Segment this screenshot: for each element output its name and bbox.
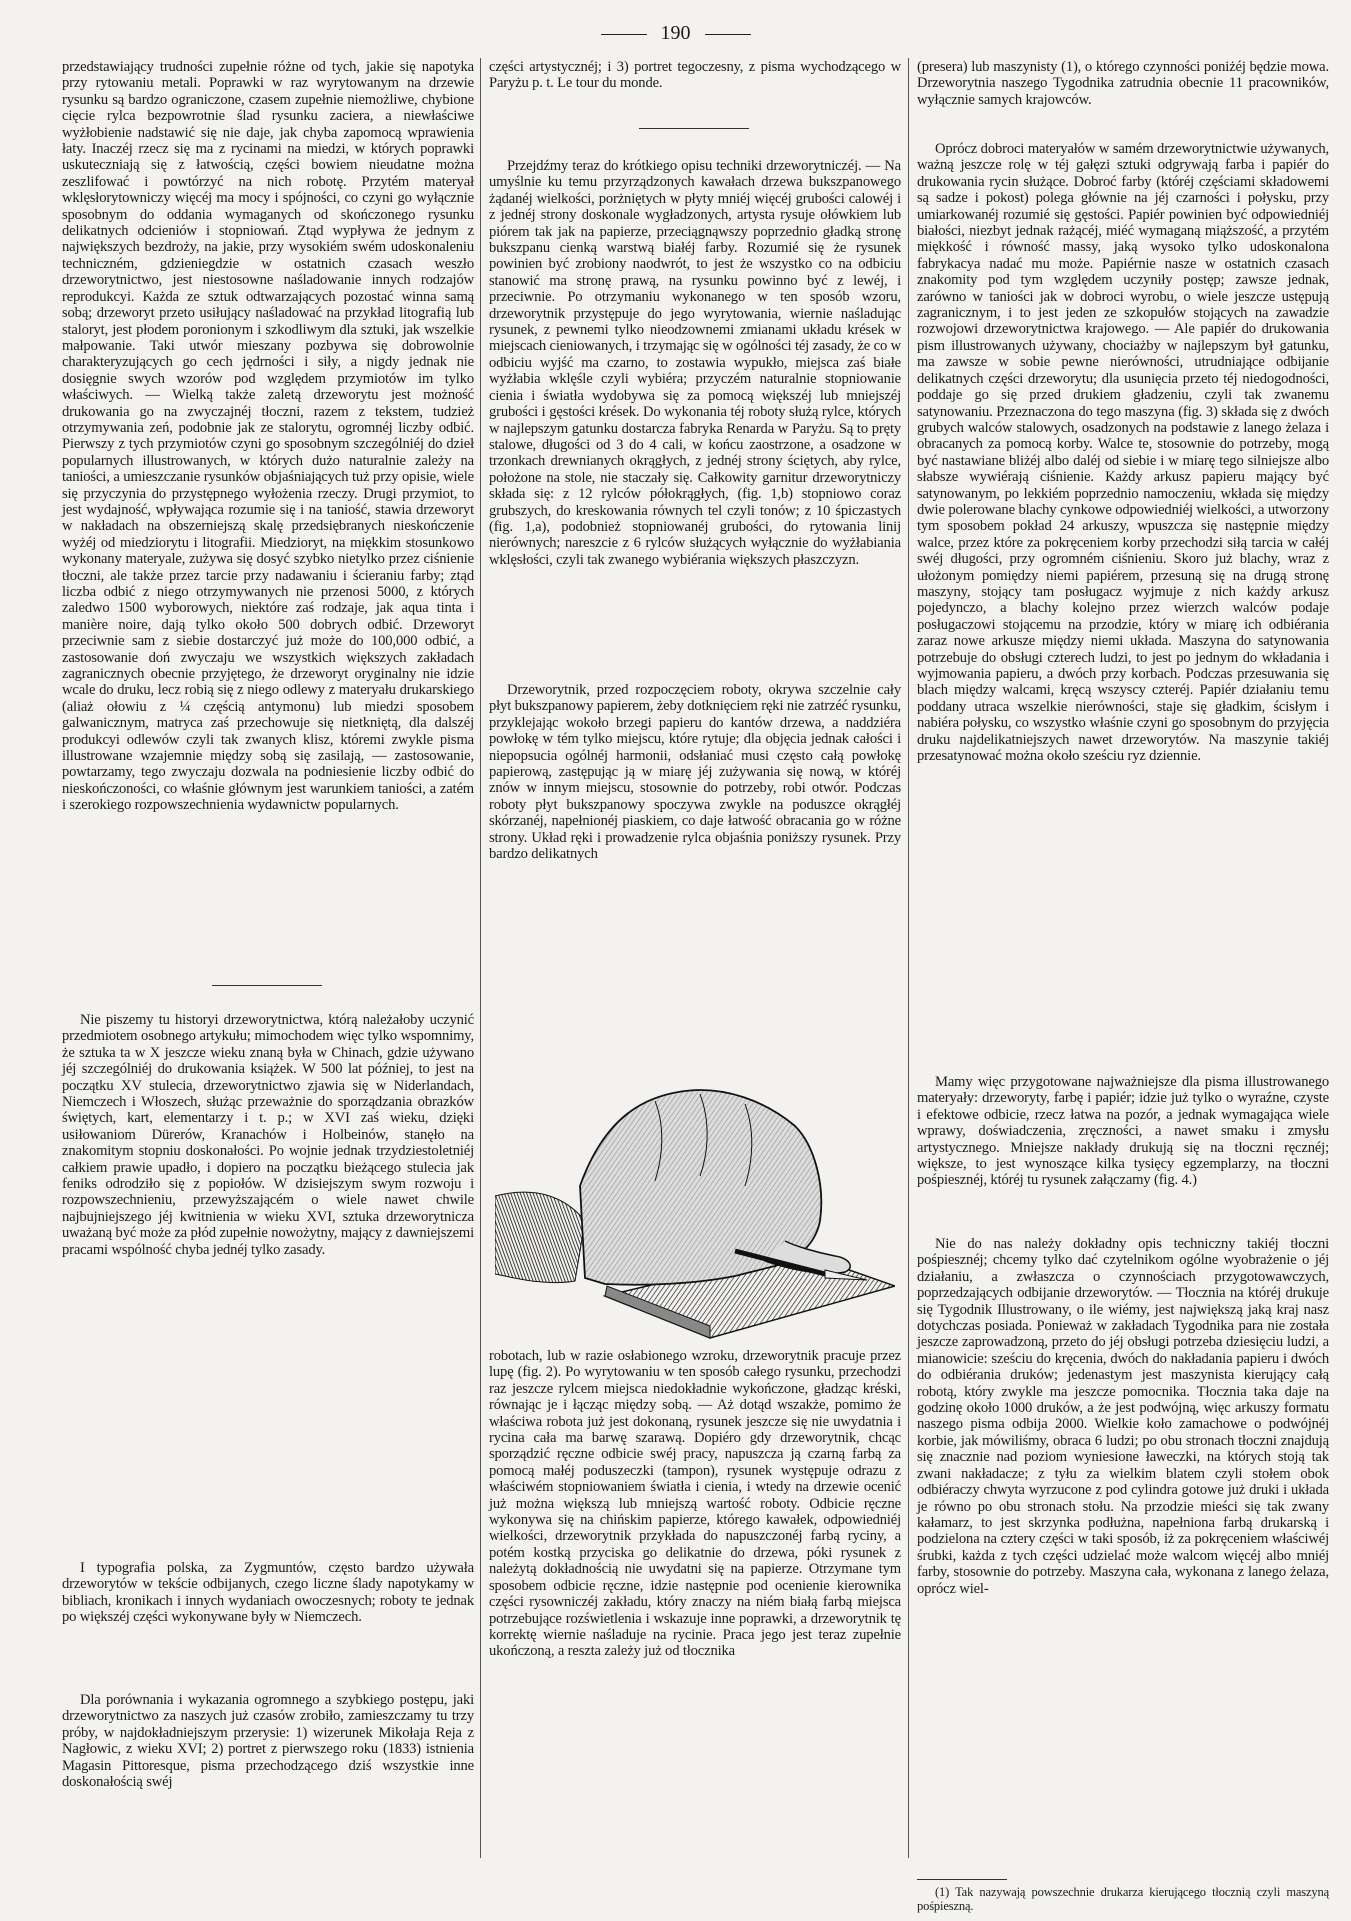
article-paragraph: robotach, lub w razie osłabionego wzroku, drzeworytnik pracuje przez lupę (fig. 2). Po wyrytowaniu w ten sposób całego rysunku, przechodzi raz jeszcze rylcem miejsca niedokładnie wykończone, gładząc kréski, równając je i łącząc między sobą. — Aż dotąd wszakże, pomimo że właściwa robota już jest dokonaną, rysunek jeszcze się nie uwydatnia i rycina cała ma barwę szarawą. Dopiéro gdy drzeworytnik, chcąc sporządzić ręczne odbicie swéj pracy, napuszcza ją czarną farbą za pomocą małéj poduszeczki (tampon), rysunek występuje odrazu z właściwém stopniowaniem światła i cienia, i wtedy na drzewie ocenić już można większą lub mniejszą wartość roboty. Odbicie ręczne wykonywa się na chińskim papierze, którego kawałek, odpowiedniéj wielkości, drzeworytnik przykłada do napuszczonéj farbą ryciny, a potém kostką przyciska go delikatnie do drzewa, póki rysunek z należytą dokładnością nie uwydatni się na papierze. Otrzymane tym sposobem odbicie ręczne, idzie następnie pod ocenienie kierownika części rysowniczéj zakładu, który znaczy na niém białą farbą miejsca potrzebujące rozświetlenia i wskazuje inne poprawki, a drzeworytnik tę korrektę wiernie naśladuje na rycinie. Praca jego jest teraz zupełnie ukończoną, a reszta zależy już od tłocznika bbox=[489, 1348, 901, 1660]
column-divider bbox=[908, 58, 909, 1858]
section-divider bbox=[212, 985, 322, 986]
footnote: (1) Tak nazywają powszechnie drukarza kierującego tłocznią czyli maszyną pośpieszną. bbox=[917, 1885, 1329, 1913]
article-paragraph: (presera) lub maszynisty (1), o którego czynności poniżéj będzie mowa. Drzeworytnia naszego Tygodnika zatrudnia obecnie 11 pracowników, wyłącznie samych krajowców. bbox=[917, 59, 1329, 108]
article-paragraph: Mamy więc przygotowane najważniejsze dla pisma illustrowanego materyały: drzeworyty, farbę i papiér; idzie już tylko o wyraźne, czyste i efektowe odbicie, rzecz łatwa na pozór, a jednak wymagająca wiele wprawy, doświadczenia, zręczności, a nawet smaku i zmysłu artystycznego. Mniejsze nakłady drukują się na tłoczni ręcznéj; większe, to jest wynoszące kilka tysięcy egzemplarzy, na tłoczni pośpiesznéj, któréj tu rysunek załączamy (fig. 4.) bbox=[917, 1074, 1329, 1189]
article-paragraph: przedstawiający trudności zupełnie różne od tych, jakie się napotyka przy rytowaniu metali. Poprawki w raz wyrytowanym na drzewie rysunku są bardzo ograniczone, czasem zupełnie niemożliwe, chybione cięcie rylca bezpowrotnie ślad rysunku zaciera, a niewłaściwe wyżłobienie nadstawić się nie daje, jak chyba zapomocą wprawienia łaty. Inaczéj rzecz się ma z rycinami na miedzi, w których poprawki uskuteczniają się z łatwością, części bowiem nieudatne można zeszlifować i powtórzyć na nich robotę. Przytém materyał wklęsłorytowniczy więcéj ma mocy i spójności, co czyni go wyłącznie sposobnym do oddania wymaganych od skończonego rysunku delikatnych odcieniów i stopniowań. Ztąd wypływa że jednym z największych bezdroży, na jakie, przy wysokiém swém udoskonaleniu techniczném, gdzieniegdzie w ostatnich czasach weszło drzeworytnictwo, jest niestosowne naśladowanie innych rodzajów reprodukcyi. Każda ze sztuk odtwarzających pozostać winna samą sobą; drzeworyt przeto usiłujący naśladować na przykład litografią lub staloryt, jest płodem poronionym i szkodliwym dla sztuki, jak wszelkie małpowanie. Taki utwór mieszany pozbywa się dobrowolnie charakteryzujących go cech jędrności i siły, a nigdy jednak nie dosięgnie swych wzorów pod względem przymiotów im tylko właściwych. — Wielką także zaletą drzeworytu jest możność drukowania go na zwyczajnéj tłoczni, razem z tekstem, tudzież otrzymywania zeń, podobnie jak ze stalorytu, ogromnéj liczby odbić. Pierwszy z tych przymiotów czyni go sposobnym szczególniéj do dzieł popularnych illustrowanych, w których dużo naturalnie zależy na taniości, a umieszczanie rysunków objaśniających tuż przy opisie, wiele się przyczynia do przystępnego wyłożenia rzeczy. Drugi przymiot, to jest wydajność, wpływająca rozumie się i na taniość, stawia drzeworyt w nakładach na obszerniejszą skalę przedsiębranych nieskończenie wyżéj od miedziorytu i litografii. Miedzioryt, na miękkim stosunkowo wykonany materyale, zużywa się dosyć szybko nietylko przez ciśnienie tłoczni, ale także przez tarcie przy nadawaniu i ścieraniu farby; ztąd liczba odbić z niego otrzymywanych nie przenosi 5000, z których zaledwo 1500 wyborowych, niektóre zaś rodzaje, jak aqua tinta i manière noire, dają tylko około 500 dobrych odbić. Drzeworyt przeciwnie sam z siebie dostarczyć już może do 100,000 odbić, a zastosowanie doń zwyczaju we wszystkich większych zakładach zagranicznych obecnie przyjętego, że drzeworyt oryginalny nie idzie wcale do druku, lecz robią się z niego odlewy z materyału drukarskiego (aliaż ołowiu z ¼ częścią antymonu) lub miedzi sposobem galwanicznym, matryca zaś przechowuje się nietkniętą, dla dalszéj produkcyi odlewów czyli tak zwanych klisz, któremi zwykle pisma illustrowane wzajemnie między sobą się zasilają, — zastosowanie, powtarzamy, tego zwyczaju dozwala na podniesienie liczby odbić do nieskończoności, co właśnie głównym jest warunkiem taniości, a zatém i szerokiego rozpowszechnienia wydawnictw popularnych. bbox=[62, 59, 474, 814]
page-number: 190 bbox=[660, 22, 691, 44]
article-paragraph: Przejdźmy teraz do krótkiego opisu techniki drzeworytniczéj. — Na umyślnie ku temu przyrządzonych kawałach drzewa bukszpanowego żądanéj wielkości, porżniętych w płyty mniéj więcéj grubości calowéj i z jednéj strony doskonale wygładzonych, artysta rysuje ołówkiem lub piórem tak jak na papierze, przeciągnąwszy poprzednio gładką stronę bukszpanu cienką warstwą białéj farby. Rozumié się że rysunek powinien być zrobiony naodwrót, to jest że wszystko co na odbiciu stanowić ma stronę prawą, na rysunku powinno być z lewéj, i przeciwnie. Po otrzymaniu wykonanego w ten sposób wzoru, drzeworytnik przystępuje do jego wyrytowania, wiernie naśladując rysunek, z pewnemi tylko nieodzownemi zmianami układu krések w miejscach cieniowanych, i trzymając się w ogólności téj zasady, że co w odbiciu wyjść ma czarno, to zostawia wypukło, miejsca zaś białe wyżłabia wklęśle czyli wybiéra; przyczém naturalnie stopniowanie cienia i światła wydobywa się za pomocą większéj lub mniejszéj grubości i gęstości krések. Do wykonania téj roboty służą rylce, których w najlepszym gatunku dostarcza fabryka Renarda w Paryżu. Są to pręty stalowe, długości od 3 do 4 cali, w końcu zaostrzone, a osadzone w trzonkach drewnianych okrągłych, z jednéj strony ściętych, aby rylce, położone na stole, nie staczały się. Całkowity garnitur drzeworytniczy składa się: z 12 rylców półokrągłych, (fig. 1,b) stopniowo coraz grubszych, do kreskowania równych tel czyli tonów; z 10 śpiczastych (fig. 1,a), podobnież stopniowanéj grubości, do rytowania linij nierównych; nareszcie z 6 rylców służących wyłącznie do wyżłabiania wklęsłości, czyli tak zwanego wybiérania większych płaszczyzn. bbox=[489, 158, 901, 568]
article-paragraph: części artystycznéj; i 3) portret tegoczesny, z pisma wychodzącego w Paryżu p. t. Le tour du monde. bbox=[489, 59, 901, 92]
engraving-hand-holding-burin bbox=[495, 1046, 895, 1342]
article-paragraph: Dla porównania i wykazania ogromnego a szybkiego postępu, jaki drzeworytnictwo za naszych już czasów zrobiło, zamieszczamy tu trzy próby, w najdokładniejszym przerysie: 1) wizerunek Mikołaja Reja z Nagłowic, z wieku XVI; 2) portret z pierwszego roku (1833) istnienia Magasin Pittoresque, pisma przechodzącego dziś wszystkie inne doskonałością swéj bbox=[62, 1692, 474, 1791]
article-paragraph: Drzeworytnik, przed rozpoczęciem roboty, okrywa szczelnie cały płyt bukszpanowy papierem, żeby dotknięciem ręki nie zatrzéć rysunku, przyklejając wokoło brzegi papieru do kantów drzewa, a naddziéra powłokę w tém tylko miejscu, które rytuje; dla objęcia jednak całości i niepopsucia ogólnéj harmonii, odsłaniać musi często całą powłokę papierową, zastępując ją w miarę jéj zużywania się nową, w któréj znów w innym miejscu, stosownie do potrzeby, robi otwór. Podczas roboty płyt bukszpanowy spoczywa zwykle na poduszce okrągłéj skórzanéj, napełnionéj piaskiem, co daje łatwość obracania go w różne strony. Układ ręki i prowadzenie rylca objaśnia poniższy rysunek. Przy bardzo delikatnych bbox=[489, 682, 901, 863]
column-3 bbox=[917, 0, 1329, 1921]
article-paragraph: I typografia polska, za Zygmuntów, często bardzo używała drzeworytów w tekście odbijanych, czego liczne ślady napotykamy w bibliach, kronikach i innych wydaniach owoczesnych; roboty te jednak po większéj części wykonywane były w Niemczech. bbox=[62, 1560, 474, 1626]
column-divider bbox=[480, 58, 481, 1858]
section-divider bbox=[639, 128, 749, 129]
column-2 bbox=[489, 0, 901, 1921]
article-paragraph: Oprócz dobroci materyałów w samém drzeworytnictwie używanych, ważną jeszcze rolę w téj gałęzi sztuki odgrywają farba i papiér do drukowania rycin służące. Dobroć farby (któréj częściami składowemi są sadze i pokost) polega głównie na jéj czarności i połysku, przy umiarkowanéj rozumié się gęstości. Papiér powinien być odpowiedniéj białości, niezbyt jednak rażącéj, miéć wymaganą miąższość, a przytém miękkość i równość massy, jaką wysoko tylko udoskonalona fabrykacya nadać mu może. Papiérnie nasze w ostatnich czasach znakomity pod tym względem uczyniły postęp; zawsze jednak, zarówno w taniości jak w dobroci wyrobu, o wiele jeszcze ustępują zagranicznym, i to jest jeden ze szkopułów stojących na zawadzie rozwojowi drzeworytnictwa krajowego. — Ale papiér do drukowania pism illustrowanych używany, chociażby w najlepszym był gatunku, ma zawsze w sobie pewne nierówności, utrudniające odbijanie delikatnych części drzeworytu; dla usunięcia przeto téj niedogodności, poddaje go się przed drukiem gładzeniu, czyli tak zwanemu satynowaniu. Przeznaczona do tego maszyna (fig. 3) składa się z dwóch grubych walców stalowych, osadzonych na podstawie z lanego żelaza i obracanych za pomocą korby. Walce te, stosownie do potrzeby, mogą być nastawiane bliżéj albo daléj od siebie i w miarę tego silniejsze albo słabsze wywiérają ciśnienie. Każdy arkusz papieru mający być satynowanym, po lekkiém poprzednio namoczeniu, wkłada się między dwie polerowane blachy cynkowe odpowiedniéj wielkości, a utworzony tym sposobem pokład 24 arkuszy, wpuszcza się następnie między walce, przez które za pokręceniem korby przechodzi siłą tarcia w całéj swéj długości, przy ogromném ciśnieniu. Skoro już blachy, wraz z ułożonym pomiędzy niemi papiérem, przesuną się na drugą stronę maszyny, stojący tam posługacz wyjmuje z nich każdy arkusz pojedynczo, a blachy kolejno przez wierzch walców podaje posługaczowi stojącemu na przodzie, który w miarę ich odbiérania zaraz nowe arkusze między niemi układa. Maszyna do satynowania potrzebuje do obsługi czterech ludzi, to jest po jednym do wkładania i wyjmowania papieru, a dwóch przy korbach. Podczas przesuwania się blach między walcami, kręcą wszyscy czteréj. Papiér działaniu temu poddany utraca wszelkie nierówności, staje się gładkim, ścisłym i nabiéra połysku, co wszystko właśnie czyni go sposobnym do przyjęcia druku najdelikatniejszych nawet drzeworytów. Na maszynie takiéj przesatynować można około sześciu ryz dziennie. bbox=[917, 141, 1329, 765]
article-paragraph: Nie do nas należy dokładny opis techniczny takiéj tłoczni pośpiesznéj; chcemy tylko dać czytelnikom ogólne wyobrażenie o jéj działaniu, a zwłaszcza o czynnościach przygotowawczych, poprzedzających odbijanie drzeworytów. — Tłocznia na któréj drukuje się Tygodnik Illustrowany, o ile wiémy, jest największą jaką kraj nasz dotychczas posiada. Ponieważ w zakładach Tygodnika para nie została jeszcze zaprowadzoną, przeto do jéj obsługi potrzeba dziesięciu ludzi, a mianowicie: sześciu do kręcenia, dwóch do nakładania papieru i dwóch do odbiérania druków; jedenastym jest maszynista kierujący całą robotą, który zwykle ma jeszcze pomocnika. Tłocznia taka daje na godzinę około 1000 druków, a że jest podwójną, więc arkuszy formatu naszego pisma odbija 2000. Wielkie koło zamachowe o podwójnéj korbie, jak mówiliśmy, obraca 6 ludzi; po obu stronach tłoczni znajdują się znacznie nad poziom wyniesione ławeczki, na których stoją tak zwani nakładacze; z tyłu za wielkim blatem czyli stołem obok odbiéraczy chwyta wyrzucone z pod cylindra gotowe już druki i układa je równo po obu stronach stołu. Na przodzie mieści się tak zwany kałamarz, to jest skrzynka podłużna, napełniona farbą drukarską i podzielona na cztery części w taki sposób, iż za pokręceniem właściwéj śrubki, każda z tych części udzielać może walcom więcéj albo mniéj farby, stosownie do potrzeby. Maszyna cała, wykonana z lanego żelaza, oprócz wiel- bbox=[917, 1236, 1329, 1597]
column-1 bbox=[62, 0, 474, 1921]
footnote-divider bbox=[917, 1879, 1007, 1880]
article-paragraph: Nie piszemy tu historyi drzeworytnictwa, którą należałoby uczynić przedmiotem osobnego artykułu; mimochodem więc tylko wspomnimy, że sztuka ta w X jeszcze wieku znaną była w Chinach, gdzie używano jéj szczególniéj do drukowania książek. W 500 lat później, to jest na początku XV stulecia, drzeworytnictwo zjawia się w Niderlandach, Niemczech i Włoszech, służąc przeważnie do sporządzania obrazków świętych, kart, elementarzy i t. p.; w XVI zaś wieku, dzięki usiłowaniom Dürerów, Kranachów i Holbeinów, stanęło na znakomitym stopniu doskonałości. Po wojnie jednak trzydziestoletniéj całkiem prawie upadło, i dopiero na początku bieżącego stulecia jak feniks odrodziło się z popiołów. W dzisiejszym swym rozwoju i rozpowszechnieniu, przewyższającém o wiele nawet chwile najbujniejszego jéj kwitnienia w wieku XVI, sztuka drzeworytnicza uważaną być może za płód zupełnie nowożytny, mający z dawniejszemi pracami wspólność chyba jednéj tylko zasady. bbox=[62, 1012, 474, 1258]
